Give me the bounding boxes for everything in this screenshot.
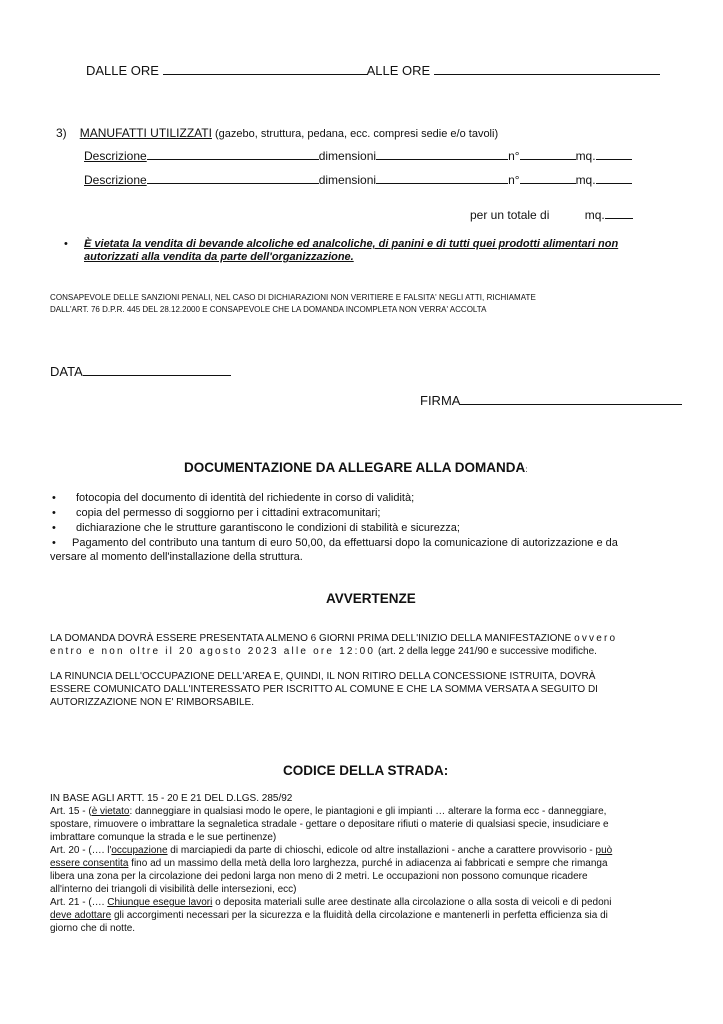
art20-line-1 xyxy=(50,845,612,856)
n-label: n° xyxy=(508,173,520,187)
dim-field[interactable] xyxy=(376,172,508,184)
warning-p1-text: LA DOMANDA DOVRÀ ESSERE PRESENTATA ALMENO 6 GIORNI PRIMA DELL'INIZIO DELLA MANIFESTAZIONE xyxy=(50,633,572,644)
art15-underlined: è vietato xyxy=(91,806,130,817)
declaration-line-1: CONSAPEVOLE DELLE SANZIONI PENALI, NEL CASO DI DICHIARAZIONI NON VERITIERE E FALSITA' NEGLI ATTI, RICHIAMATE xyxy=(50,293,536,302)
dim-label: dimensioni xyxy=(318,149,377,163)
art20-underlined-1: occupazione xyxy=(111,845,168,856)
date-row xyxy=(50,364,231,379)
doc-item-continuation: versare al momento dell'installazione della struttura. xyxy=(50,551,303,563)
art21-underlined-2: deve adottare xyxy=(50,910,112,921)
warning-p1-tail: ovvero xyxy=(574,633,618,644)
mq-field[interactable] xyxy=(596,148,632,160)
art21-underlined-1: Chiunque esegue lavori xyxy=(107,897,213,908)
doc-item: dichiarazione che le strutture garantiscono le condizioni di stabilità e sicurezza; xyxy=(76,522,460,534)
art21-text-2: gli accorgimenti necessari per la sicurezza e la fluidità della circolazione e mantenerli in perfetta efficienza sia di xyxy=(111,910,608,921)
section3-title: MANUFATTI UTILIZZATI xyxy=(79,126,212,140)
art20-underlined-3: essere consentita xyxy=(50,858,129,869)
art15-line-2: spostare, rimuovere o imbrattare la segnaletica stradale - gettare o depositare rifiuti o materie di qualsiasi specie, insudiciare e xyxy=(50,819,609,830)
signature-field[interactable] xyxy=(460,393,682,405)
road-code-title: CODICE DELLA STRADA: xyxy=(283,763,449,778)
art21-prefix: Art. 21 - (…. xyxy=(50,897,108,908)
documentation-title-text: DOCUMENTAZIONE DA ALLEGARE ALLA DOMANDA xyxy=(184,460,526,475)
art15-line-1 xyxy=(50,806,606,817)
art15-line-3: imbrattare comunque la strada e le sue pertinenze) xyxy=(50,832,277,843)
doc-item: copia del permesso di soggiorno per i cittadini extracomunitari; xyxy=(76,507,381,519)
n-field[interactable] xyxy=(520,148,576,160)
desc-field[interactable] xyxy=(147,148,319,160)
bullet-icon: • xyxy=(64,238,68,250)
art21-line-1 xyxy=(50,897,611,908)
n-label: n° xyxy=(508,149,520,163)
bullet-icon: • xyxy=(52,507,56,519)
signature-row xyxy=(420,393,682,408)
art20-text: di marciapiedi da parte di chioschi, edicole od altre installazioni - anche a carattere provvisorio - xyxy=(167,845,596,856)
documentation-title-colon: : xyxy=(525,465,528,474)
art15-prefix: Art. 15 - ( xyxy=(50,806,92,817)
art21-text: o deposita materiali sulle aree destinate alla circolazione o alla sosta di veicoli e di pedoni xyxy=(212,897,612,908)
art20-underlined-2: può xyxy=(595,845,613,856)
hours-line xyxy=(86,63,660,78)
manufatto-row xyxy=(84,172,632,187)
warnings-title: AVVERTENZE xyxy=(326,591,416,606)
art20-line-3: libera una zona per la circolazione dei pedoni larga non meno di 2 metri. Le occupazioni non possono comunque ricadere xyxy=(50,871,588,882)
declaration-line-2: DALL'ART. 76 D.P.R. 445 DEL 28.12.2000 E CONSAPEVOLE CHE LA DOMANDA INCOMPLETA NON VERRA' ACCOLTA xyxy=(50,305,487,314)
dim-label: dimensioni xyxy=(318,173,377,187)
total-unit: mq. xyxy=(584,208,605,222)
mq-label: mq. xyxy=(575,173,596,187)
warning-p1-line-1 xyxy=(50,633,617,644)
from-hours-field[interactable] xyxy=(163,63,367,75)
date-label: DATA xyxy=(50,364,83,379)
total-field[interactable] xyxy=(605,207,633,219)
warning-p1-line-2 xyxy=(50,646,597,657)
to-hours-label: ALLE ORE xyxy=(366,63,431,78)
mq-label: mq. xyxy=(575,149,596,163)
warning-p2-line-3: AUTORIZZAZIONE NON E' RIMBORSABILE. xyxy=(50,697,254,708)
documentation-title xyxy=(184,460,527,475)
art20-line-4: all'interno dei triangoli di visibilità delle intersezioni, ecc) xyxy=(50,884,297,895)
warning-law-ref: (art. 2 della legge 241/90 e successive modifiche. xyxy=(377,646,597,657)
total-row xyxy=(470,207,633,222)
dim-field[interactable] xyxy=(376,148,508,160)
desc-field[interactable] xyxy=(147,172,319,184)
to-hours-field[interactable] xyxy=(434,63,660,75)
art20-line-2 xyxy=(50,858,608,869)
desc-label: Descrizione xyxy=(84,173,147,187)
bullet-icon: • xyxy=(52,537,56,549)
warning-deadline: entro e non oltre il 20 agosto 2023 alle ore 12:00 xyxy=(50,646,376,657)
art15-text: : danneggiare in qualsiasi modo le opere, le piantagioni e gli impianti … alterare la forma ecc - danneggiare, xyxy=(129,806,607,817)
date-field[interactable] xyxy=(83,364,231,376)
bullet-icon: • xyxy=(52,522,56,534)
mq-field[interactable] xyxy=(596,172,632,184)
art21-line-3: giorno che di notte. xyxy=(50,923,136,934)
from-hours-label: DALLE ORE xyxy=(86,63,159,78)
section3-header xyxy=(56,126,498,140)
desc-label: Descrizione xyxy=(84,149,147,163)
prohibition-line-1: È vietata la vendita di bevande alcoliche ed analcoliche, di panini e di tutti quei prodotti alimentari non xyxy=(84,238,619,250)
road-code-intro: IN BASE AGLI ARTT. 15 - 20 E 21 DEL D.LGS. 285/92 xyxy=(50,793,293,804)
prohibition-line-2: autorizzati alla vendita da parte dell'organizzazione. xyxy=(84,251,354,263)
warning-p2-line-2: ESSERE COMUNICATO DALL'INTERESSATO PER ISCRITTO AL COMUNE E CHE LA SOMMA VERSATA A SEGUITO DI xyxy=(50,684,598,695)
total-label: per un totale di xyxy=(470,208,550,222)
manufatto-row xyxy=(84,148,632,163)
bullet-icon: • xyxy=(52,492,56,504)
section3-number: 3) xyxy=(56,126,67,140)
art20-prefix: Art. 20 - (…. l' xyxy=(50,845,112,856)
section3-subtitle: (gazebo, struttura, pedana, ecc. compresi sedie e/o tavoli) xyxy=(215,128,499,140)
art21-line-2 xyxy=(50,910,608,921)
art20-text-2: fino ad un massimo della metà della loro larghezza, purché in adiacenza ai fabbricati e sempre che rimanga xyxy=(128,858,608,869)
signature-label: FIRMA xyxy=(420,393,461,408)
doc-item: fotocopia del documento di identità del richiedente in corso di validità; xyxy=(76,492,415,504)
n-field[interactable] xyxy=(520,172,576,184)
doc-item: Pagamento del contributo una tantum di euro 50,00, da effettuarsi dopo la comunicazione di autorizzazione e da xyxy=(72,537,618,549)
warning-p2-line-1: LA RINUNCIA DELL'OCCUPAZIONE DELL'AREA E, QUINDI, IL NON RITIRO DELLA CONCESSIONE ISTRUITA, DOVRÀ xyxy=(50,671,596,682)
